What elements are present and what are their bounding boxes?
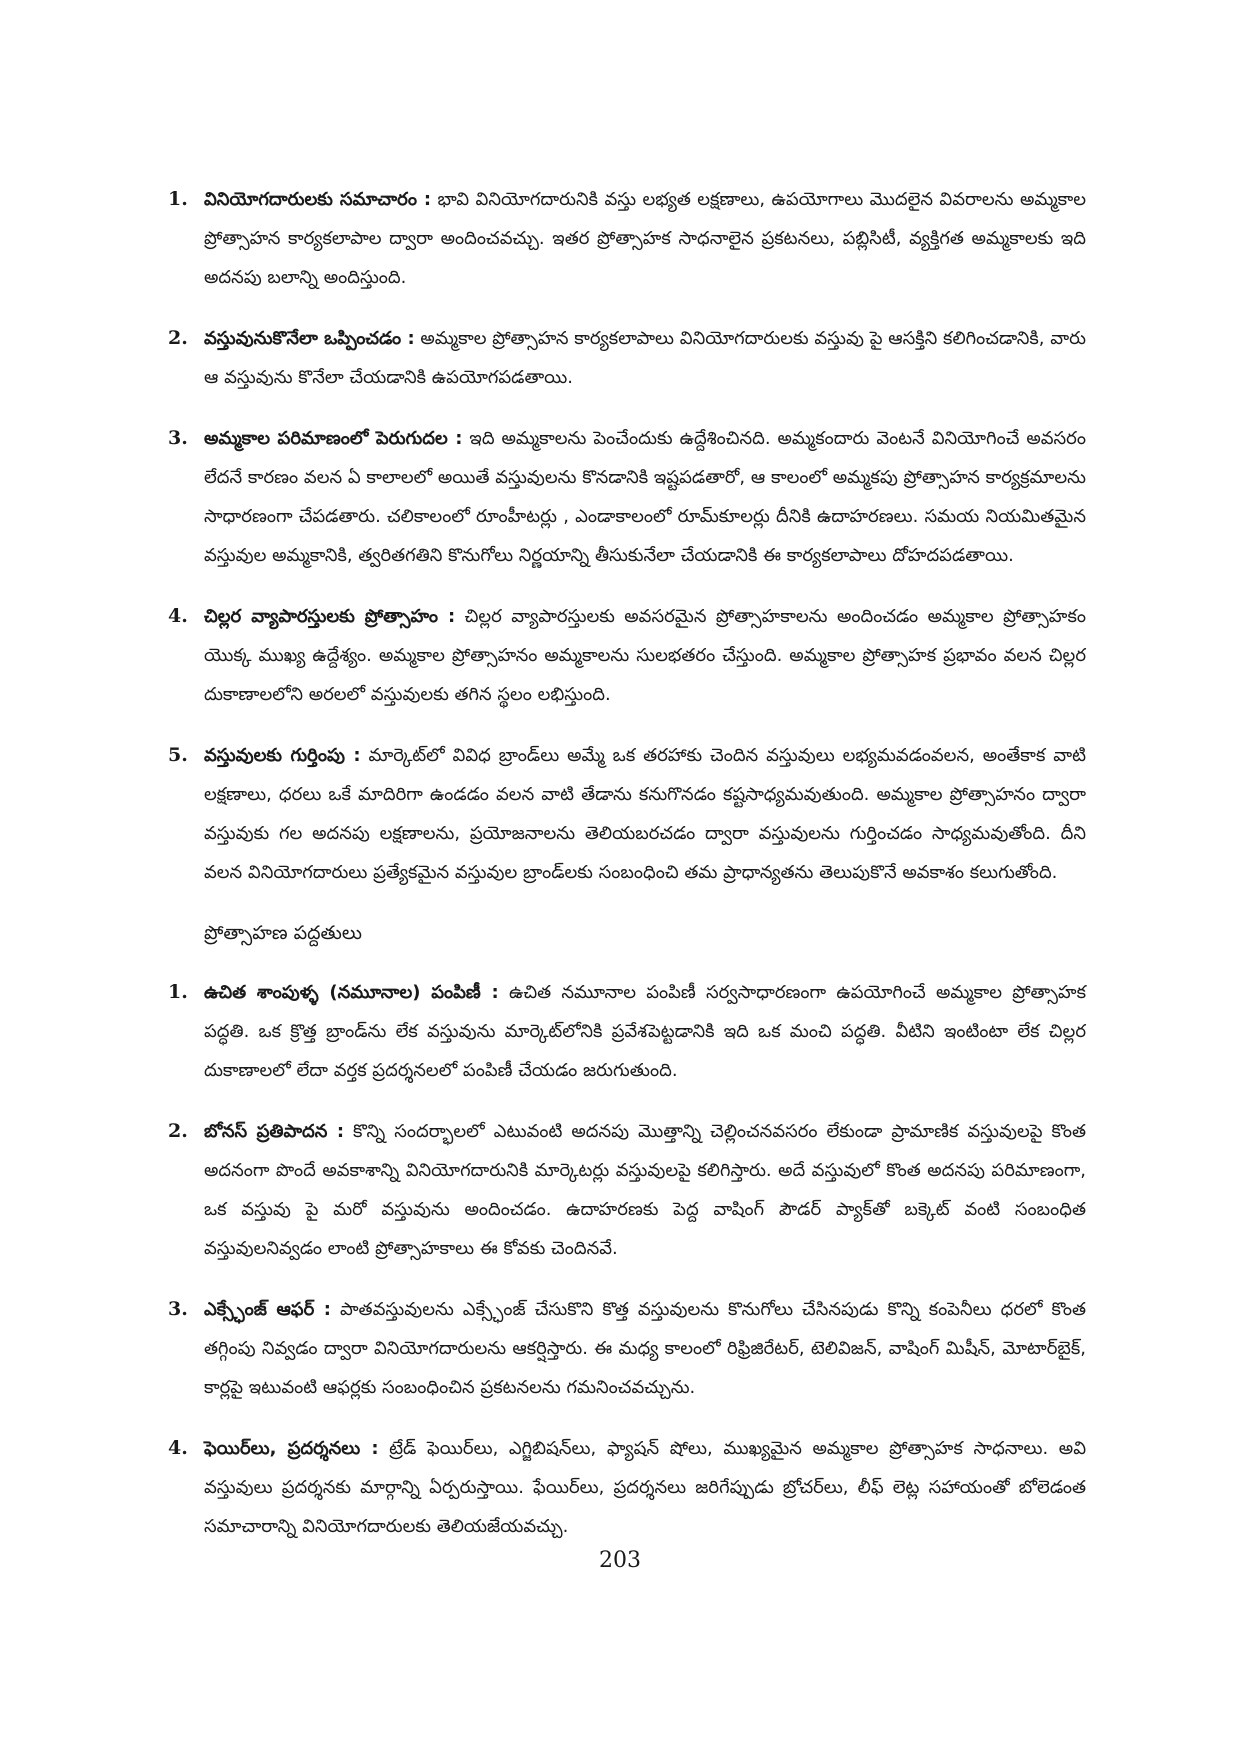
item-paragraph: [204, 319, 1086, 397]
item-heading: అమ్మకాల పరిమాణంలో పెరుగుదల :: [204, 428, 463, 449]
list-item: [168, 597, 1086, 714]
list-item: [168, 319, 1086, 397]
item-number: 4.: [168, 605, 188, 627]
item-number: 2.: [168, 1120, 188, 1142]
item-text: మార్కెట్‌లో వివిధ బ్రాండ్‌లు అమ్మే ఒక తరహాకు చెందిన వస్తువులు లభ్యమవడంవలన, అంతేకాక వాటి లక్షణాలు, ధరలు ఒకే మాదిరిగా ఉండడం వలన వాటి తేడాను కనుగొనడం కష్టసాధ్యమవుతుంది. అమ్మకాల ప్రోత్సాహనం ద్వారా వస్తువుకు గల అదనపు లక్షణాలను, ప్రయోజనాలను తెలియబరచడం ద్వారా వస్తువులను గుర్తించడం సాధ్యమవుతోంది. దీని వలన వినియోగదారులు ప్రత్యేకమైన వస్తువుల బ్రాండ్‌లకు సంబంధించి తమ ప్రాధాన్యతను తెలుపుకొనే అవకాశం కలుగుతోంది.: [204, 745, 1086, 883]
item-number: 2.: [168, 327, 188, 349]
item-heading: వినియోగదారులకు సమాచారం :: [204, 189, 432, 210]
list-item: [168, 1290, 1086, 1407]
item-text: పాతవస్తువులను ఎక్స్ఛేంజ్ చేసుకొని కొత్త వస్తువులను కొనుగోలు చేసినపుడు కొన్ని కంపెనీలు ధరలో కొంత తగ్గింపు నివ్వడం ద్వారా వినియోగదారులను ఆకర్షిస్తారు. ఈ మధ్య కాలంలో రిఫ్రిజిరేటర్, టెలివిజన్, వాషింగ్ మిషీన్, మోటార్‌బైక్, కార్లపై ఇటువంటి ఆఫర్లకు సంబంధించిన ప్రకటనలను గమనించవచ్చును.: [204, 1299, 1086, 1398]
list-item: [168, 180, 1086, 297]
list-item: [168, 419, 1086, 575]
item-heading: వస్తువులకు గుర్తింపు :: [204, 745, 361, 766]
item-number: 1.: [168, 188, 188, 210]
item-text: కొన్ని సందర్భాలలో ఎటువంటి అదనపు మొత్తాన్ని చెల్లించనవసరం లేకుండా ప్రామాణిక వస్తువులపై కొంత అదనంగా పొందే అవకాశాన్ని వినియోగదారునికి మార్కెటర్లు వస్తువులపై కలిగిస్తారు. అదే వస్తువులో కొంత అదనపు పరిమాణంగా, ఒక వస్తువు పై మరో వస్తువును అందించడం. ఉదాహరణకు పెద్ద వాషింగ్ పౌడర్ ప్యాక్‌తో బక్కెట్ వంటి సంబంధిత వస్తువులనివ్వడం లాంటి ప్రోత్సాహకాలు ఈ కోవకు చెందినవే.: [204, 1121, 1086, 1259]
item-paragraph: [204, 1429, 1086, 1546]
item-paragraph: [204, 597, 1086, 714]
page-number: 203: [599, 1548, 641, 1573]
item-text: ఇది అమ్మకాలను పెంచేందుకు ఉద్దేశించినది. అమ్మకందారు వెంటనే వినియోగించే అవసరం లేదనే కారణం వలన ఏ కాలాలలో అయితే వస్తువులను కొనడానికి ఇష్టపడతారో, ఆ కాలంలో అమ్మకపు ప్రోత్సాహన కార్యక్రమాలను సాధారణంగా చేపడతారు. చలికాలంలో రూంహీటర్లు , ఎండాకాలంలో రూమ్‌కూలర్లు దీనికి ఉదాహరణలు. సమయ నియమితమైన వస్తువుల అమ్మకానికి, త్వరితగతిని కొనుగోలు నిర్ణయాన్ని తీసుకునేలా చేయడానికి ఈ కార్యకలాపాలు దోహదపడతాయి.: [204, 428, 1086, 566]
item-paragraph: [204, 419, 1086, 575]
item-paragraph: [204, 180, 1086, 297]
item-number: 1.: [168, 981, 188, 1003]
item-heading: చిల్లర వ్యాపారస్తులకు ప్రోత్సాహం :: [204, 606, 456, 627]
item-number: 5.: [168, 744, 188, 766]
item-text: భావి వినియోగదారునికి వస్తు లభ్యత లక్షణాలు, ఉపయోగాలు మొదలైన వివరాలను అమ్మకాల ప్రోత్సాహన కార్యకలాపాల ద్వారా అందించవచ్చు. ఇతర ప్రోత్సాహక సాధనాలైన ప్రకటనలు, పబ్లిసిటీ, వ్యక్తిగత అమ్మకాలకు ఇది అదనపు బలాన్ని అందిస్తుంది.: [204, 189, 1086, 288]
list-item: [168, 736, 1086, 892]
item-heading: వస్తువునుకొనేలా ఒప్పించడం :: [204, 328, 415, 349]
section-title: ప్రోత్సాహణ పద్దతులు: [204, 922, 362, 944]
item-heading: ఫెయిర్‌లు, ప్రదర్శనలు :: [204, 1438, 379, 1459]
page-content: [168, 180, 1086, 1568]
item-paragraph: [204, 973, 1086, 1090]
item-number: 4.: [168, 1437, 188, 1459]
item-text: అమ్మకాల ప్రోత్సాహన కార్యకలాపాలు వినియోగదారులకు వస్తువు పై ఆసక్తిని కలిగించడానికి, వారు ఆ వస్తువును కొనేలా చేయడానికి ఉపయోగపడతాయి.: [204, 328, 1086, 388]
item-heading: ఉచిత శాంపుళ్ళ (నమూనాల) పంపిణీ :: [204, 982, 499, 1003]
item-text: చిల్లర వ్యాపారస్తులకు అవసరమైన ప్రోత్సాహకాలను అందించడం అమ్మకాల ప్రోత్సాహకం యొక్క ముఖ్య ఉద్దేశ్యం. అమ్మకాల ప్రోత్సాహనం అమ్మకాలను సులభతరం చేస్తుంది. అమ్మకాల ప్రోత్సాహక ప్రభావం వలన చిల్లర దుకాణాలలోని అరలలో వస్తువులకు తగిన స్థలం లభిస్తుంది.: [204, 606, 1086, 705]
item-paragraph: [204, 736, 1086, 892]
item-heading: బోనస్ ప్రతిపాదన :: [204, 1121, 345, 1142]
item-number: 3.: [168, 427, 188, 449]
list-item: [168, 973, 1086, 1090]
list-item: [168, 1112, 1086, 1268]
item-heading: ఎక్స్ఛేంజ్ ఆఫర్ :: [204, 1299, 332, 1320]
item-paragraph: [204, 1112, 1086, 1268]
item-number: 3.: [168, 1298, 188, 1320]
item-text: ట్రేడ్ ఫెయిర్‌లు, ఎగ్జిబిషన్‌లు, ఫ్యాషన్ షోలు, ముఖ్యమైన అమ్మకాల ప్రోత్సాహక సాధనాలు. అవి వస్తువులు ప్రదర్శనకు మార్గాన్ని ఏర్పరుస్తాయి. ఫేయిర్‌లు, ప్రదర్శనలు జరిగేప్పుడు బ్రోచర్‌లు, లీఫ్ లెట్ల సహాయంతో బోలెడంత సమాచారాన్ని వినియోగదారులకు తెలియజేయవచ్చు.: [204, 1438, 1086, 1537]
list-item: [168, 1429, 1086, 1546]
item-paragraph: [204, 1290, 1086, 1407]
item-text: ఉచిత నమూనాల పంపిణీ సర్వసాధారణంగా ఉపయోగించే అమ్మకాల ప్రోత్సాహక పద్ధతి. ఒక క్రొత్త బ్రాండ్‌ను లేక వస్తువును మార్కెట్‌లోనికి ప్రవేశపెట్టడానికి ఇది ఒక మంచి పద్ధతి. వీటిని ఇంటింటా లేక చిల్లర దుకాణాలలో లేదా వర్తక ప్రదర్శనలలో పంపిణీ చేయడం జరుగుతుంది.: [204, 982, 1086, 1081]
